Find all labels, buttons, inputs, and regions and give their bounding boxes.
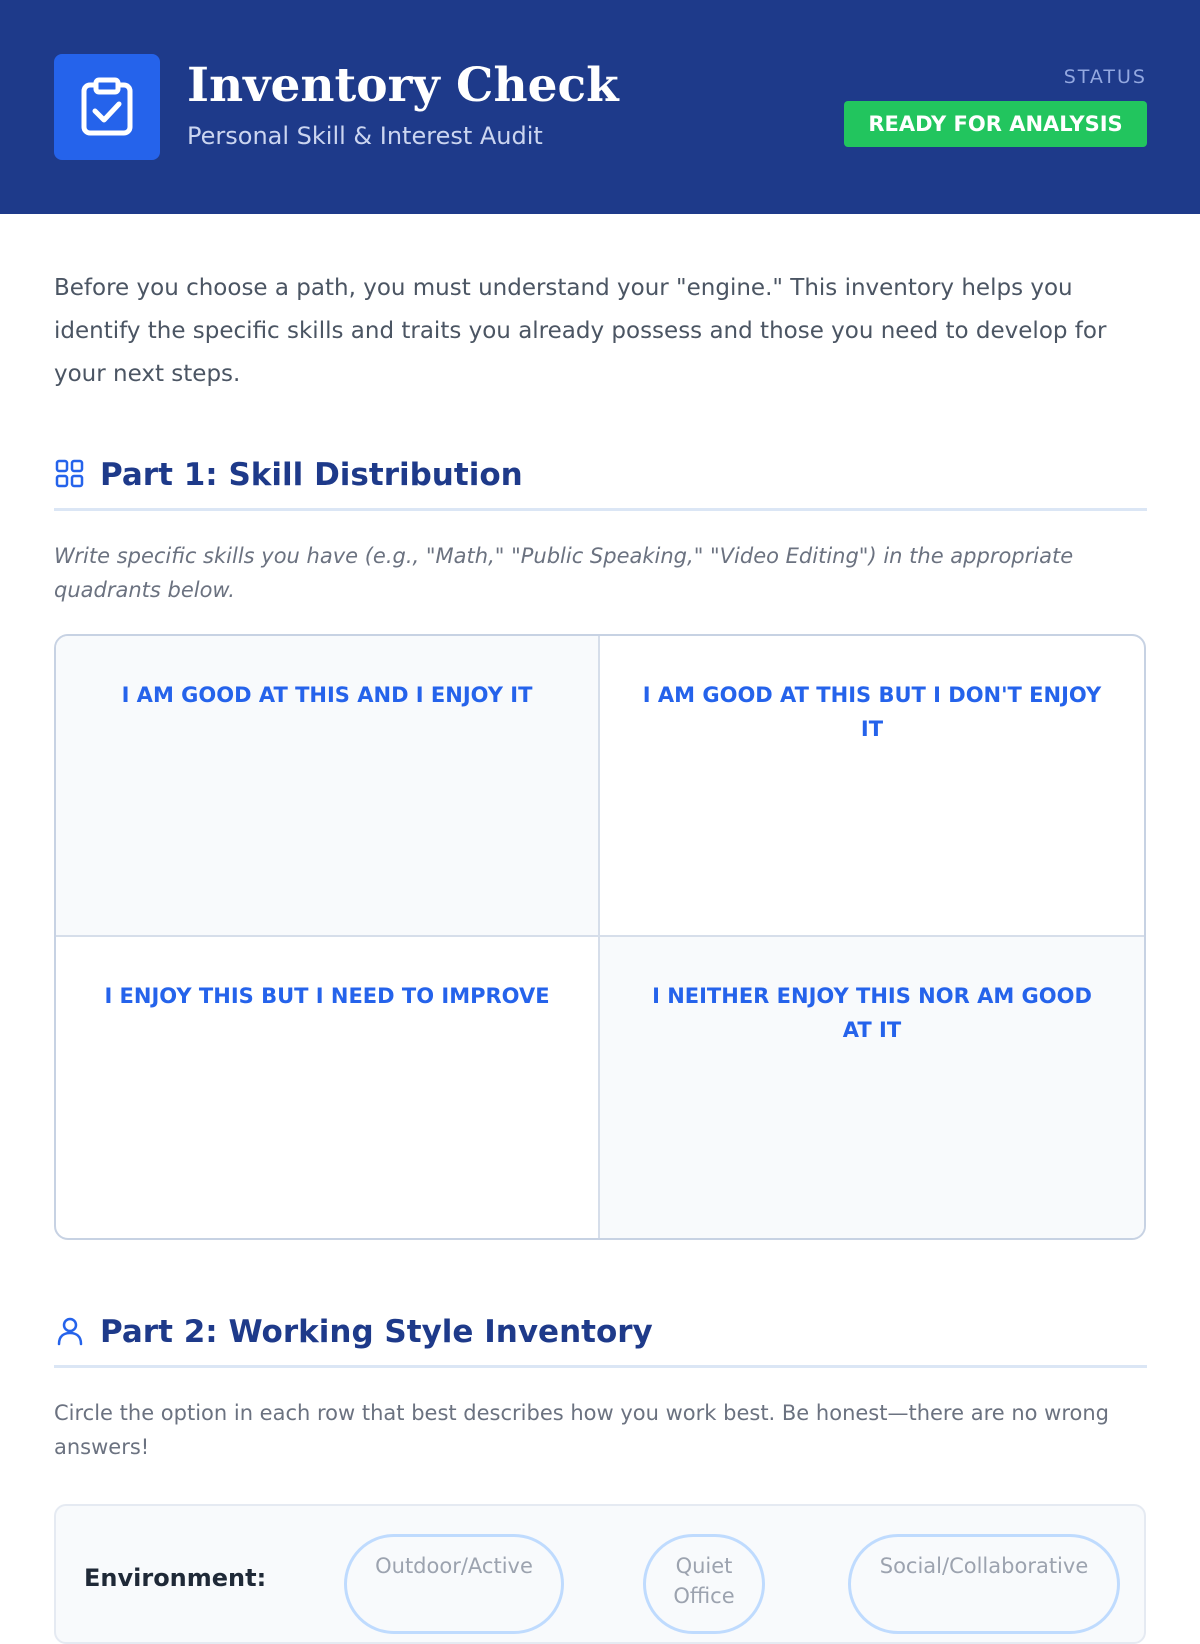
part1-heading: [54, 458, 1147, 511]
skill-quadrant-grid: [54, 634, 1146, 1240]
page-title: Inventory Check: [187, 58, 619, 113]
part2-title: Part 2: Working Style Inventory: [100, 1314, 653, 1350]
part1-instruction: Write specific skills you have (e.g., "Math," "Public Speaking," "Video Editing") in the appropriate quadrants below.: [54, 544, 1074, 602]
quadrant-label: I NEITHER ENJOY THIS NOR AM GOOD AT IT: [652, 984, 1092, 1042]
quadrant-label: I ENJOY THIS BUT I NEED TO IMPROVE: [104, 984, 550, 1008]
logo: [54, 54, 160, 160]
option-quiet-office[interactable]: Quiet Office: [643, 1534, 765, 1634]
status-label: STATUS: [1063, 66, 1147, 88]
part2-heading: [54, 1315, 1147, 1368]
user-icon: [54, 1315, 86, 1347]
working-style-panel: [54, 1504, 1146, 1644]
option-outdoor-active[interactable]: Outdoor/Active: [344, 1534, 564, 1634]
grid-icon: [54, 458, 86, 490]
intro-paragraph: Before you choose a path, you must understand your "engine." This inventory helps you identify the specific skills and traits you already possess and those you need to develop for your next steps.: [54, 275, 1107, 387]
quadrant-good-not-enjoy[interactable]: [600, 636, 1144, 937]
clipboard-check-icon: [80, 77, 134, 137]
part2-instruction: Circle the option in each row that best describes how you work best. Be honest—there are no wrong answers!: [54, 1401, 1110, 1459]
page-header: [0, 0, 1200, 214]
page-subtitle: Personal Skill & Interest Audit: [187, 122, 543, 150]
quadrant-label: I AM GOOD AT THIS AND I ENJOY IT: [121, 683, 533, 707]
quadrant-good-enjoy[interactable]: [56, 636, 600, 937]
part1-title: Part 1: Skill Distribution: [100, 457, 523, 493]
row-label-environment: Environment:: [84, 1564, 267, 1592]
status-badge: READY FOR ANALYSIS: [844, 101, 1147, 147]
quadrant-enjoy-improve[interactable]: [56, 937, 600, 1238]
option-social-collaborative[interactable]: Social/Collaborative: [848, 1534, 1120, 1634]
quadrant-neither[interactable]: [600, 937, 1144, 1238]
quadrant-label: I AM GOOD AT THIS BUT I DON'T ENJOY IT: [642, 683, 1102, 741]
